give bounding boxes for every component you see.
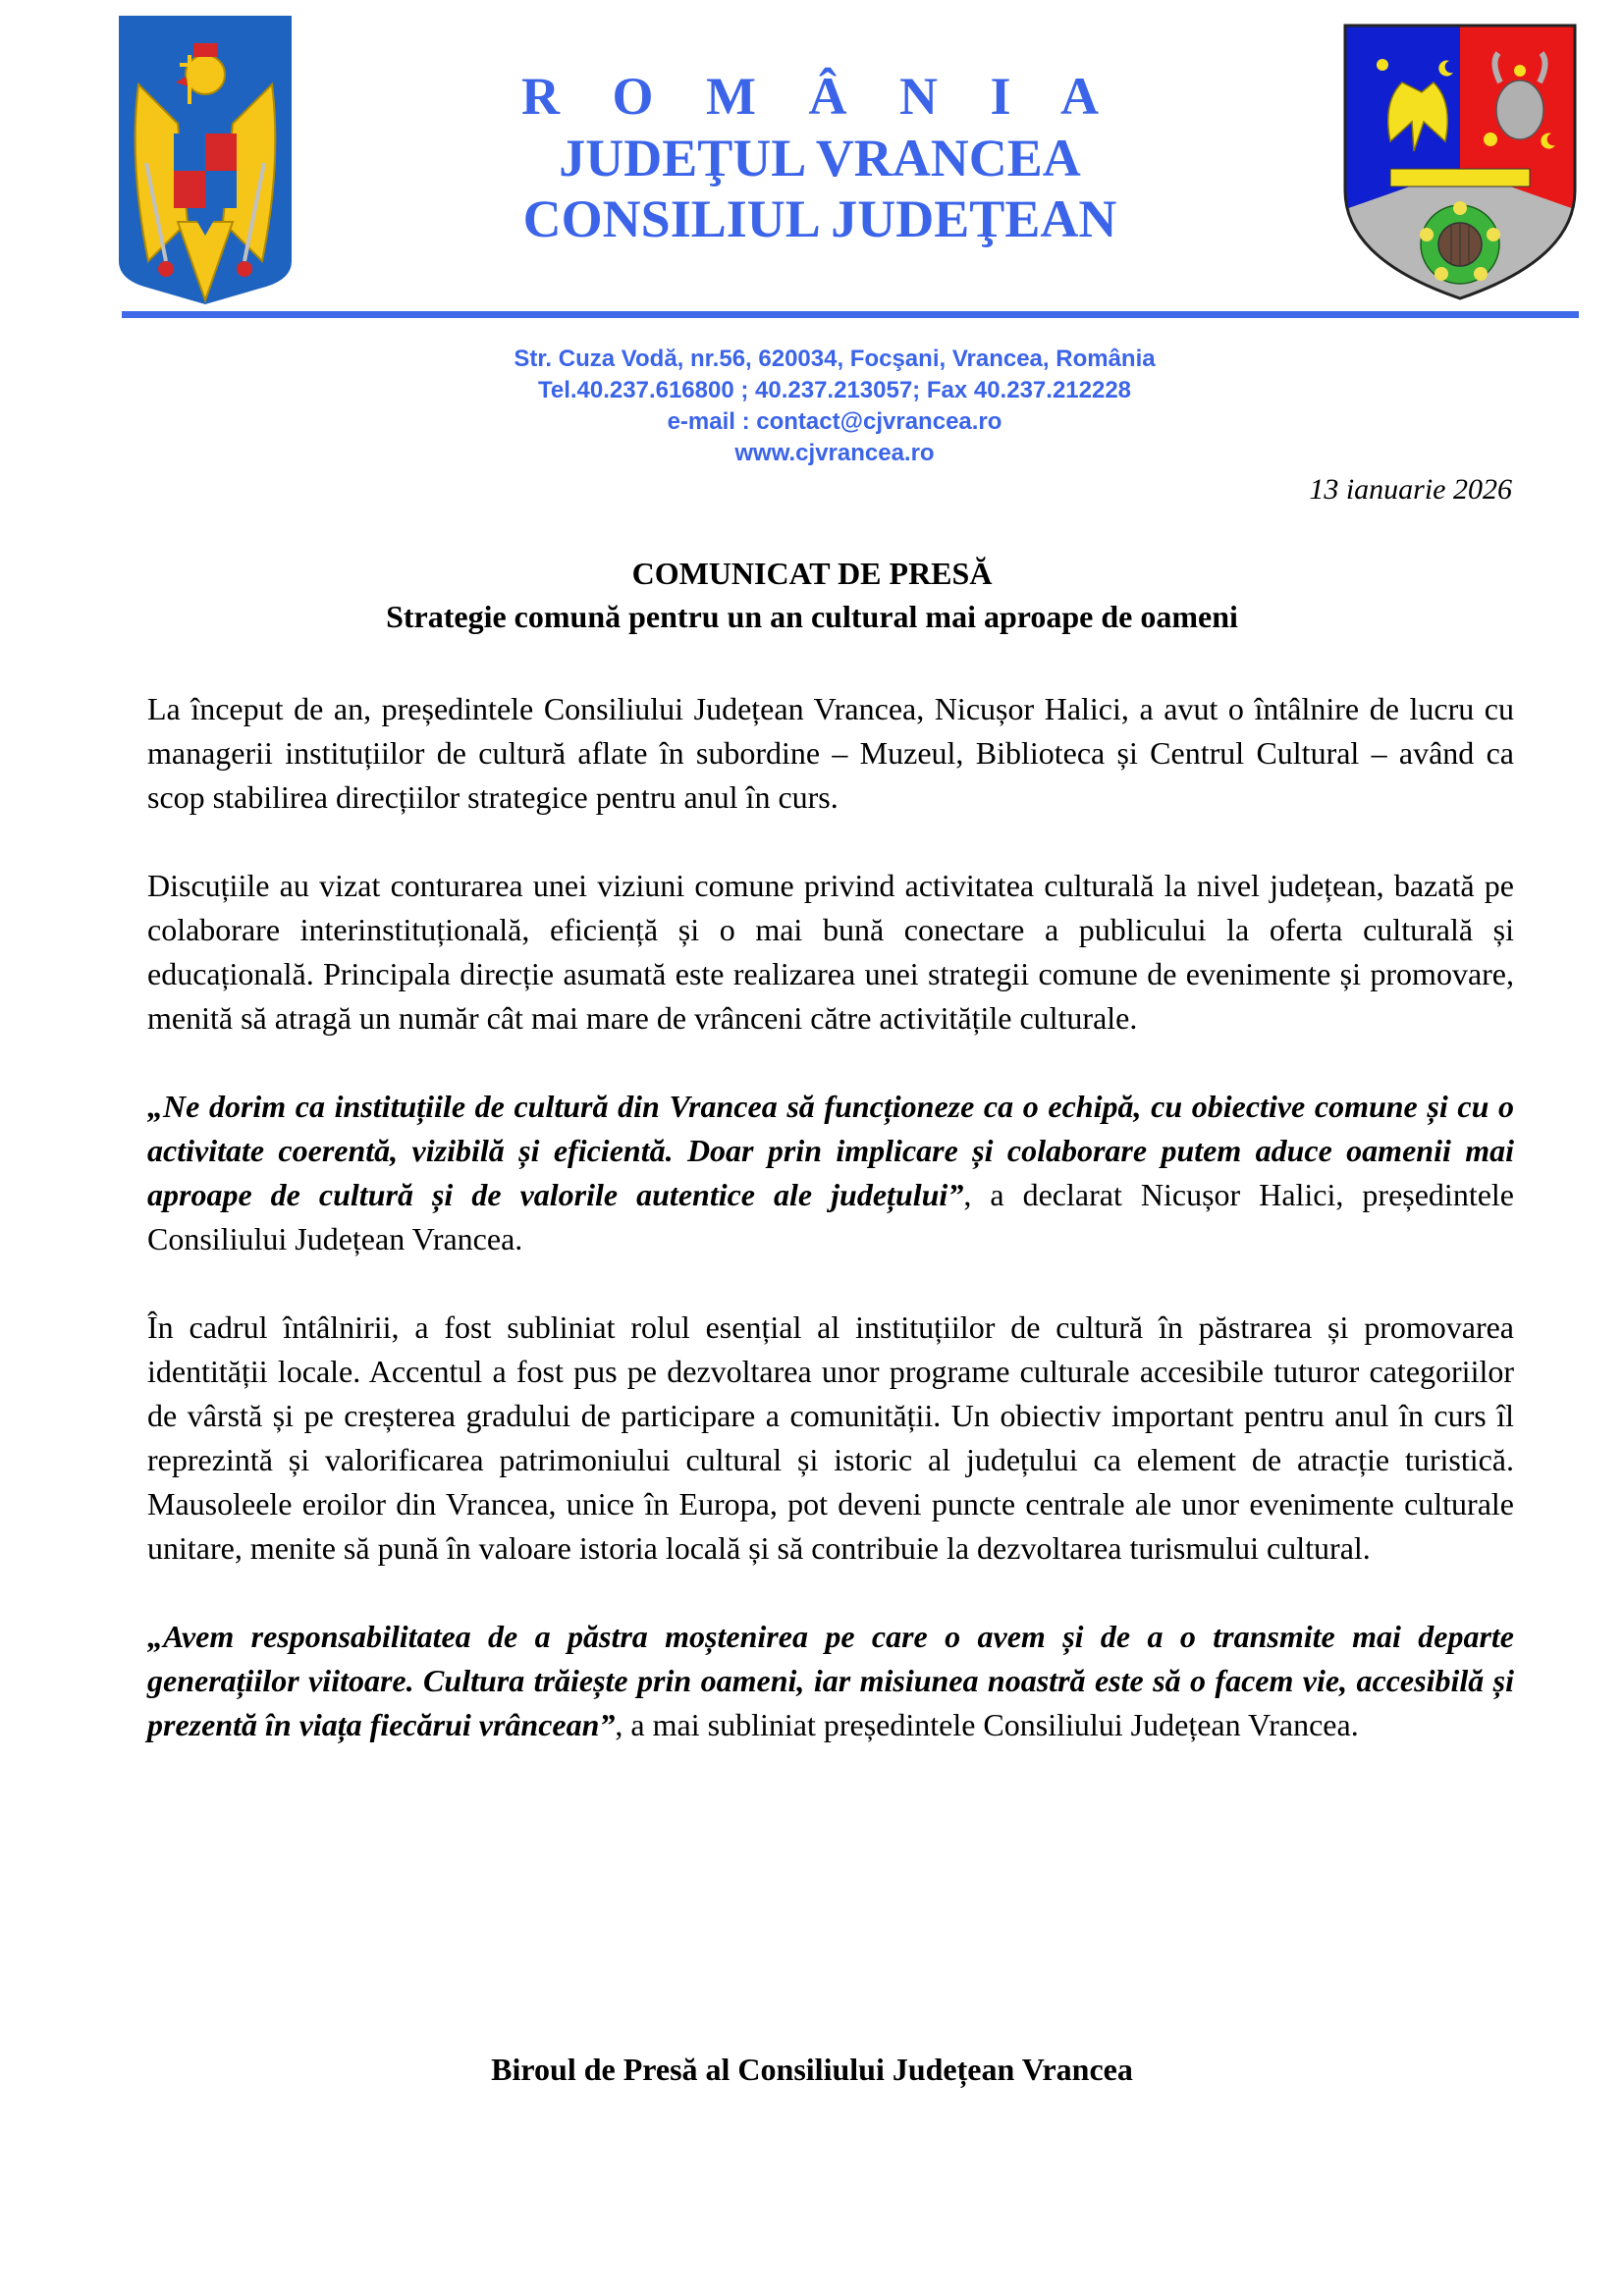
- press-release-body: [147, 687, 1514, 1791]
- romania-crest-icon: [119, 16, 292, 304]
- address-line: Str. Cuza Vodă, nr.56, 620034, Focşani, Vrancea, România: [514, 346, 1156, 372]
- paragraph-4: În cadrul întâlnirii, a fost subliniat rolul esențial al instituțiilor de cultură în păstrarea și promovarea identității locale. Accentul a fost pus pe dezvoltarea unor programe culturale accesibile tuturor categoriilor de vârstă și pe creșterea gradului de participare a comunității. Un obiectiv important pentru anul în curs îl reprezintă și valorificarea patrimoniului cultural și istoric al județului ca element de atracție turistică. Mausoleele eroilor din Vrancea, unice în Europa, pot deveni puncte centrale ale unor evenimente culturale unitare, menite să pună în valoare istoria locală și să contribuie la dezvoltarea turismului cultural.: [147, 1309, 1514, 1566]
- signature: Biroul de Presă al Consiliului Județean Vrancea: [491, 2052, 1133, 2087]
- quote-1-attribution: , a declarat Nicușor Halici, președintele Consiliului Județean Vrancea.: [147, 1177, 1515, 1256]
- press-release-title: [0, 552, 1624, 638]
- romania-coat-of-arms: [119, 16, 292, 304]
- vrancea-crest-icon: [1343, 24, 1577, 300]
- country-title: R O M Â N I A: [521, 67, 1118, 126]
- paragraph-2: Discuțiile au vizat conturarea unei viziuni comune privind activitatea culturală la nivel județean, bazată pe colaborare interinstituțională, eficiență și o mai bună conectare a publicului la oferta culturală și educațională. Principala direcție asumată este realizarea unei strategii comune de evenimente și promovare, menită să atragă un număr cât mai mare de vrânceni către activitățile culturale.: [147, 868, 1514, 1036]
- email-line[interactable]: e-mail : contact@cjvrancea.ro: [667, 408, 1002, 435]
- document-date: 13 ianuarie 2026: [1309, 473, 1512, 506]
- vrancea-coat-of-arms: [1343, 24, 1577, 300]
- contact-block: [295, 344, 1375, 469]
- quote-1: „Ne dorim ca instituțiile de cultură din Vrancea să funcționeze ca o echipă, cu obiective comune și cu o activitate coerentă, vizibilă și eficientă. Doar prin implicare și colaborare putem aduce oamenii mai aproape de cultură și de valorile autentice ale județului”: [147, 1089, 1514, 1212]
- council-title: CONSILIUL JUDEŢEAN: [522, 189, 1117, 248]
- header-titles: [295, 65, 1345, 249]
- header-divider: [122, 311, 1579, 318]
- county-title: JUDEŢUL VRANCEA: [559, 129, 1081, 187]
- phone-line: Tel.40.237.616800 ; 40.237.213057; Fax 40.237.212228: [537, 377, 1132, 403]
- paragraph-5: [147, 1615, 1514, 1747]
- page-title: COMUNICAT DE PRESĂ: [631, 556, 993, 591]
- paragraph-3: [147, 1085, 1514, 1261]
- quote-2: „Avem responsabilitatea de a păstra moștenirea pe care o avem și de a o transmite mai departe generațiilor viitoare. Cultura trăiește prin oameni, iar misiunea noastră este să o facem vie, accesibilă și prezentă în viața fiecărui vrâncean”: [147, 1619, 1514, 1742]
- quote-2-attribution: , a mai subliniat președintele Consiliului Județean Vrancea.: [615, 1707, 1359, 1742]
- page-subtitle: Strategie comună pentru un an cultural mai aproape de oameni: [386, 599, 1238, 634]
- website-link[interactable]: www.cjvrancea.ro: [734, 440, 935, 466]
- paragraph-1: La început de an, președintele Consiliului Județean Vrancea, Nicușor Halici, a avut o întâlnire de lucru cu managerii instituțiilor de cultură aflate în subordine – Muzeul, Biblioteca și Centrul Cultural – având ca scop stabilirea direcțiilor strategice pentru anul în curs.: [147, 691, 1514, 815]
